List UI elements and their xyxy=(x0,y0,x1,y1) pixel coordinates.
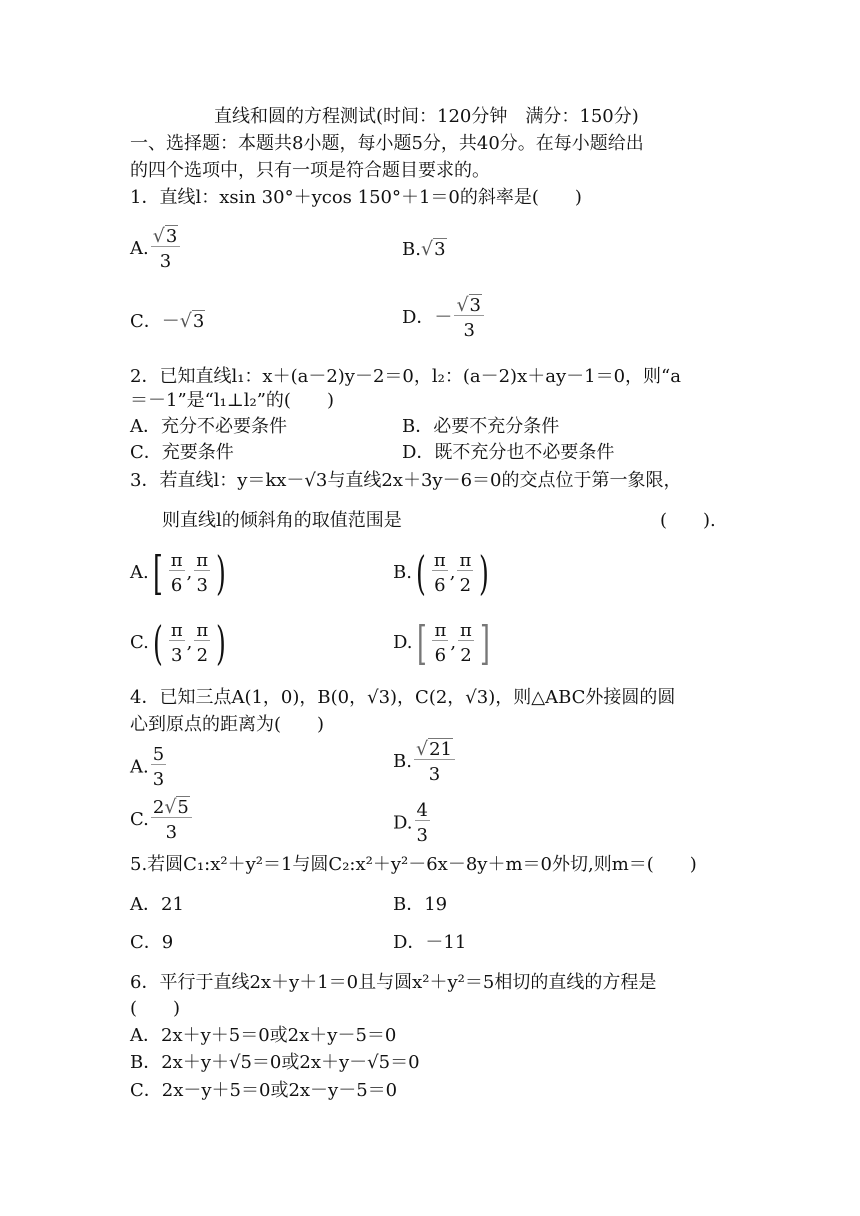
q5-option-d: D．－11 xyxy=(393,932,467,953)
question-3-bracket: ( ). xyxy=(660,510,716,531)
q4-option-c: C. $\frac{2√5}{3}$ xyxy=(130,798,194,842)
q3-option-a: A.[ $\frac{\pi}{6}$ , $\frac{\pi}{3}$ ) xyxy=(130,546,227,600)
q5-option-a: A．21 xyxy=(130,894,184,915)
q5-option-b: B．19 xyxy=(393,894,448,915)
page-title: 直线和圆的方程测试(时间：120分钟 满分：150分) xyxy=(214,106,639,127)
q3-option-b: B.( $\frac{\pi}{6}$ , $\frac{\pi}{2}$ ) xyxy=(393,546,490,600)
q2-option-a: A．充分不必要条件 xyxy=(130,416,287,437)
q1-option-c: C．－√3 xyxy=(130,310,205,332)
question-2-line1: 2．已知直线l₁：x＋(a－2)y－2＝0，l₂：(a－2)x＋ay－1＝0，则“a xyxy=(130,366,681,387)
question-5: 5.若圆C₁:x²＋y²＝1与圆C₂:x²＋y²－6x－8y＋m＝0外切,则m＝( ) xyxy=(130,854,697,875)
q2-option-c: C．充要条件 xyxy=(130,442,234,463)
q5-option-c: C．9 xyxy=(130,932,174,953)
question-4-line1: 4．已知三点A(1，0)，B(0，√3)，C(2，√3)，则△ABC外接圆的圆 xyxy=(130,687,676,708)
q6-option-b: B．2x＋y＋√5＝0或2x＋y－√5＝0 xyxy=(130,1052,420,1073)
q4-option-a: A. $\frac{5}{3}$ xyxy=(130,744,165,790)
q2-option-d: D．既不充分也不必要条件 xyxy=(402,442,615,463)
section-heading-line1: 一、选择题：本题共8小题，每小题5分，共40分。在每小题给出 xyxy=(130,133,644,154)
q4-option-d: D. $\frac{4}{3}$ xyxy=(393,800,428,846)
q3-option-d: D.[ $\frac{\pi}{6}$ , $\frac{\pi}{2}$ ] xyxy=(393,616,490,670)
section-heading-line2: 的四个选项中，只有一项是符合题目要求的。 xyxy=(130,160,490,181)
question-4-line2: 心到原点的距离为( ) xyxy=(130,714,325,735)
question-6-line1: 6．平行于直线2x＋y＋1＝0且与圆x²＋y²＝5相切的直线的方程是 xyxy=(130,972,657,993)
q1-option-d: D．－ $\frac{√3}{3}$ xyxy=(402,296,486,340)
question-3-line2: 则直线l的倾斜角的取值范围是 xyxy=(162,510,402,531)
q3-option-c: C.( $\frac{\pi}{3}$ , $\frac{\pi}{2}$ ) xyxy=(130,616,227,670)
question-1: 1．直线l：xsin 30°＋ycos 150°＋1＝0的斜率是( ) xyxy=(130,187,582,208)
q6-option-a: A．2x＋y＋5＝0或2x＋y－5＝0 xyxy=(130,1025,397,1046)
q6-option-c: C．2x－y＋5＝0或2x－y－5＝0 xyxy=(130,1080,398,1101)
question-6-line2: ( ) xyxy=(130,998,181,1019)
q4-option-b: B. $\frac{√21}{3}$ xyxy=(393,740,457,784)
question-2-line2: ＝－1”是“l₁⊥l₂”的( ) xyxy=(130,390,334,411)
q1-option-a: A. $\frac{√3}{3}$ xyxy=(130,227,182,271)
q2-option-b: B．必要不充分条件 xyxy=(402,416,560,437)
q1-option-b: B.√3 xyxy=(402,238,446,260)
question-3-line1: 3．若直线l：y＝kx－√3与直线2x＋3y－6＝0的交点位于第一象限， xyxy=(130,470,682,491)
